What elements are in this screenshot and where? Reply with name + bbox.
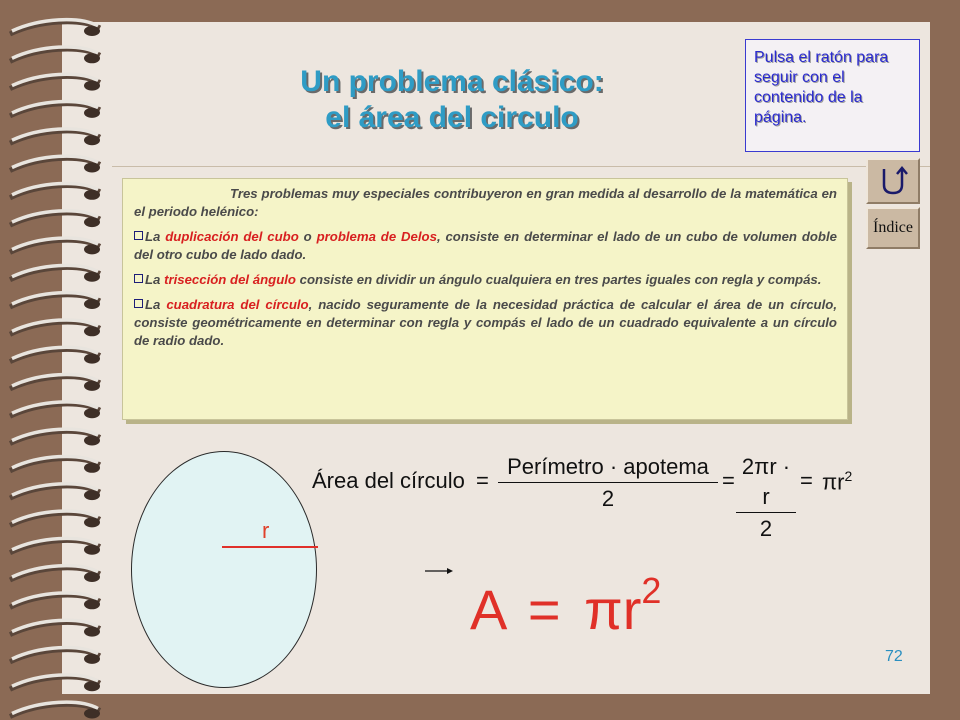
binding-hole: [84, 490, 100, 500]
intro-paragraph: Tres problemas muy especiales contribuyeron en gran medida al desarrollo de la matemática en el periodo helénico:: [134, 186, 837, 219]
instruction-note: Pulsa el ratón para seguir con el contenido de la página.: [745, 39, 920, 152]
list-item: La cuadratura del círculo, nacido seguramente de la necesidad práctica de calcular el área de un círculo, consiste geométricamente en determinar con regla y compás el lado de un cuadrado equivalente a un círculo de radio dado.: [134, 297, 838, 348]
return-icon: [876, 165, 910, 197]
fraction-2pir: $\frac{2\pi r \cdot r}{2}$: [736, 452, 796, 545]
binding-hole: [84, 108, 100, 118]
binding-hole: [84, 53, 100, 63]
binding-hole: [84, 517, 100, 527]
fraction-perimeter: Perímetro · apotema 2: [498, 452, 718, 515]
circle-figure: [131, 451, 317, 688]
checkbox-bullet-icon: [134, 231, 143, 240]
binding-hole: [84, 436, 100, 446]
binding-hole: [84, 135, 100, 145]
binding-hole: [84, 163, 100, 173]
binding-hole: [84, 272, 100, 282]
radius-line: [222, 546, 318, 548]
binding-hole: [84, 190, 100, 200]
formula-equals: =: [722, 468, 735, 493]
formula-lhs: Área del círculo: [312, 468, 465, 493]
binding-hole: [84, 381, 100, 391]
formula-equals: =: [476, 468, 489, 493]
binding-hole: [84, 408, 100, 418]
binding-hole: [84, 354, 100, 364]
binding-hole: [84, 26, 100, 36]
binding-hole: [84, 326, 100, 336]
binding-hole: [84, 599, 100, 609]
binding-hole: [84, 463, 100, 473]
binding-hole: [84, 654, 100, 664]
binding-hole: [84, 244, 100, 254]
formula-rhs: $\pi r^2$: [822, 468, 853, 495]
title-divider: [112, 166, 930, 167]
page-title: Un problema clásico: el área del circulo: [300, 65, 604, 134]
binding-hole: [84, 572, 100, 582]
binding-hole: [84, 217, 100, 227]
content-textbox: [122, 178, 848, 420]
index-button[interactable]: Índice: [866, 207, 920, 249]
spiral-binding: [0, 0, 130, 720]
page-number: 72: [885, 648, 903, 665]
list-item: La duplicación del cubo o problema de Delos, consiste en determinar el lado de un cubo de volumen doble del otro cubo de lado dado.: [134, 229, 837, 262]
binding-hole: [84, 81, 100, 91]
arrow-icon: [425, 567, 455, 575]
formula-equals: =: [800, 468, 813, 493]
binding-hole: [84, 681, 100, 691]
return-button[interactable]: [866, 158, 920, 204]
binding-hole: [84, 627, 100, 637]
radius-label: r: [262, 518, 270, 543]
checkbox-bullet-icon: [134, 299, 143, 308]
checkbox-bullet-icon: [134, 274, 143, 283]
binding-hole: [84, 709, 100, 719]
result-formula: $A = \pi r^2$: [470, 570, 662, 641]
list-item: La trisección del ángulo consiste en dividir un ángulo cualquiera en tres partes iguales con regla y compás.: [134, 271, 837, 289]
binding-hole: [84, 545, 100, 555]
binding-hole: [84, 299, 100, 309]
